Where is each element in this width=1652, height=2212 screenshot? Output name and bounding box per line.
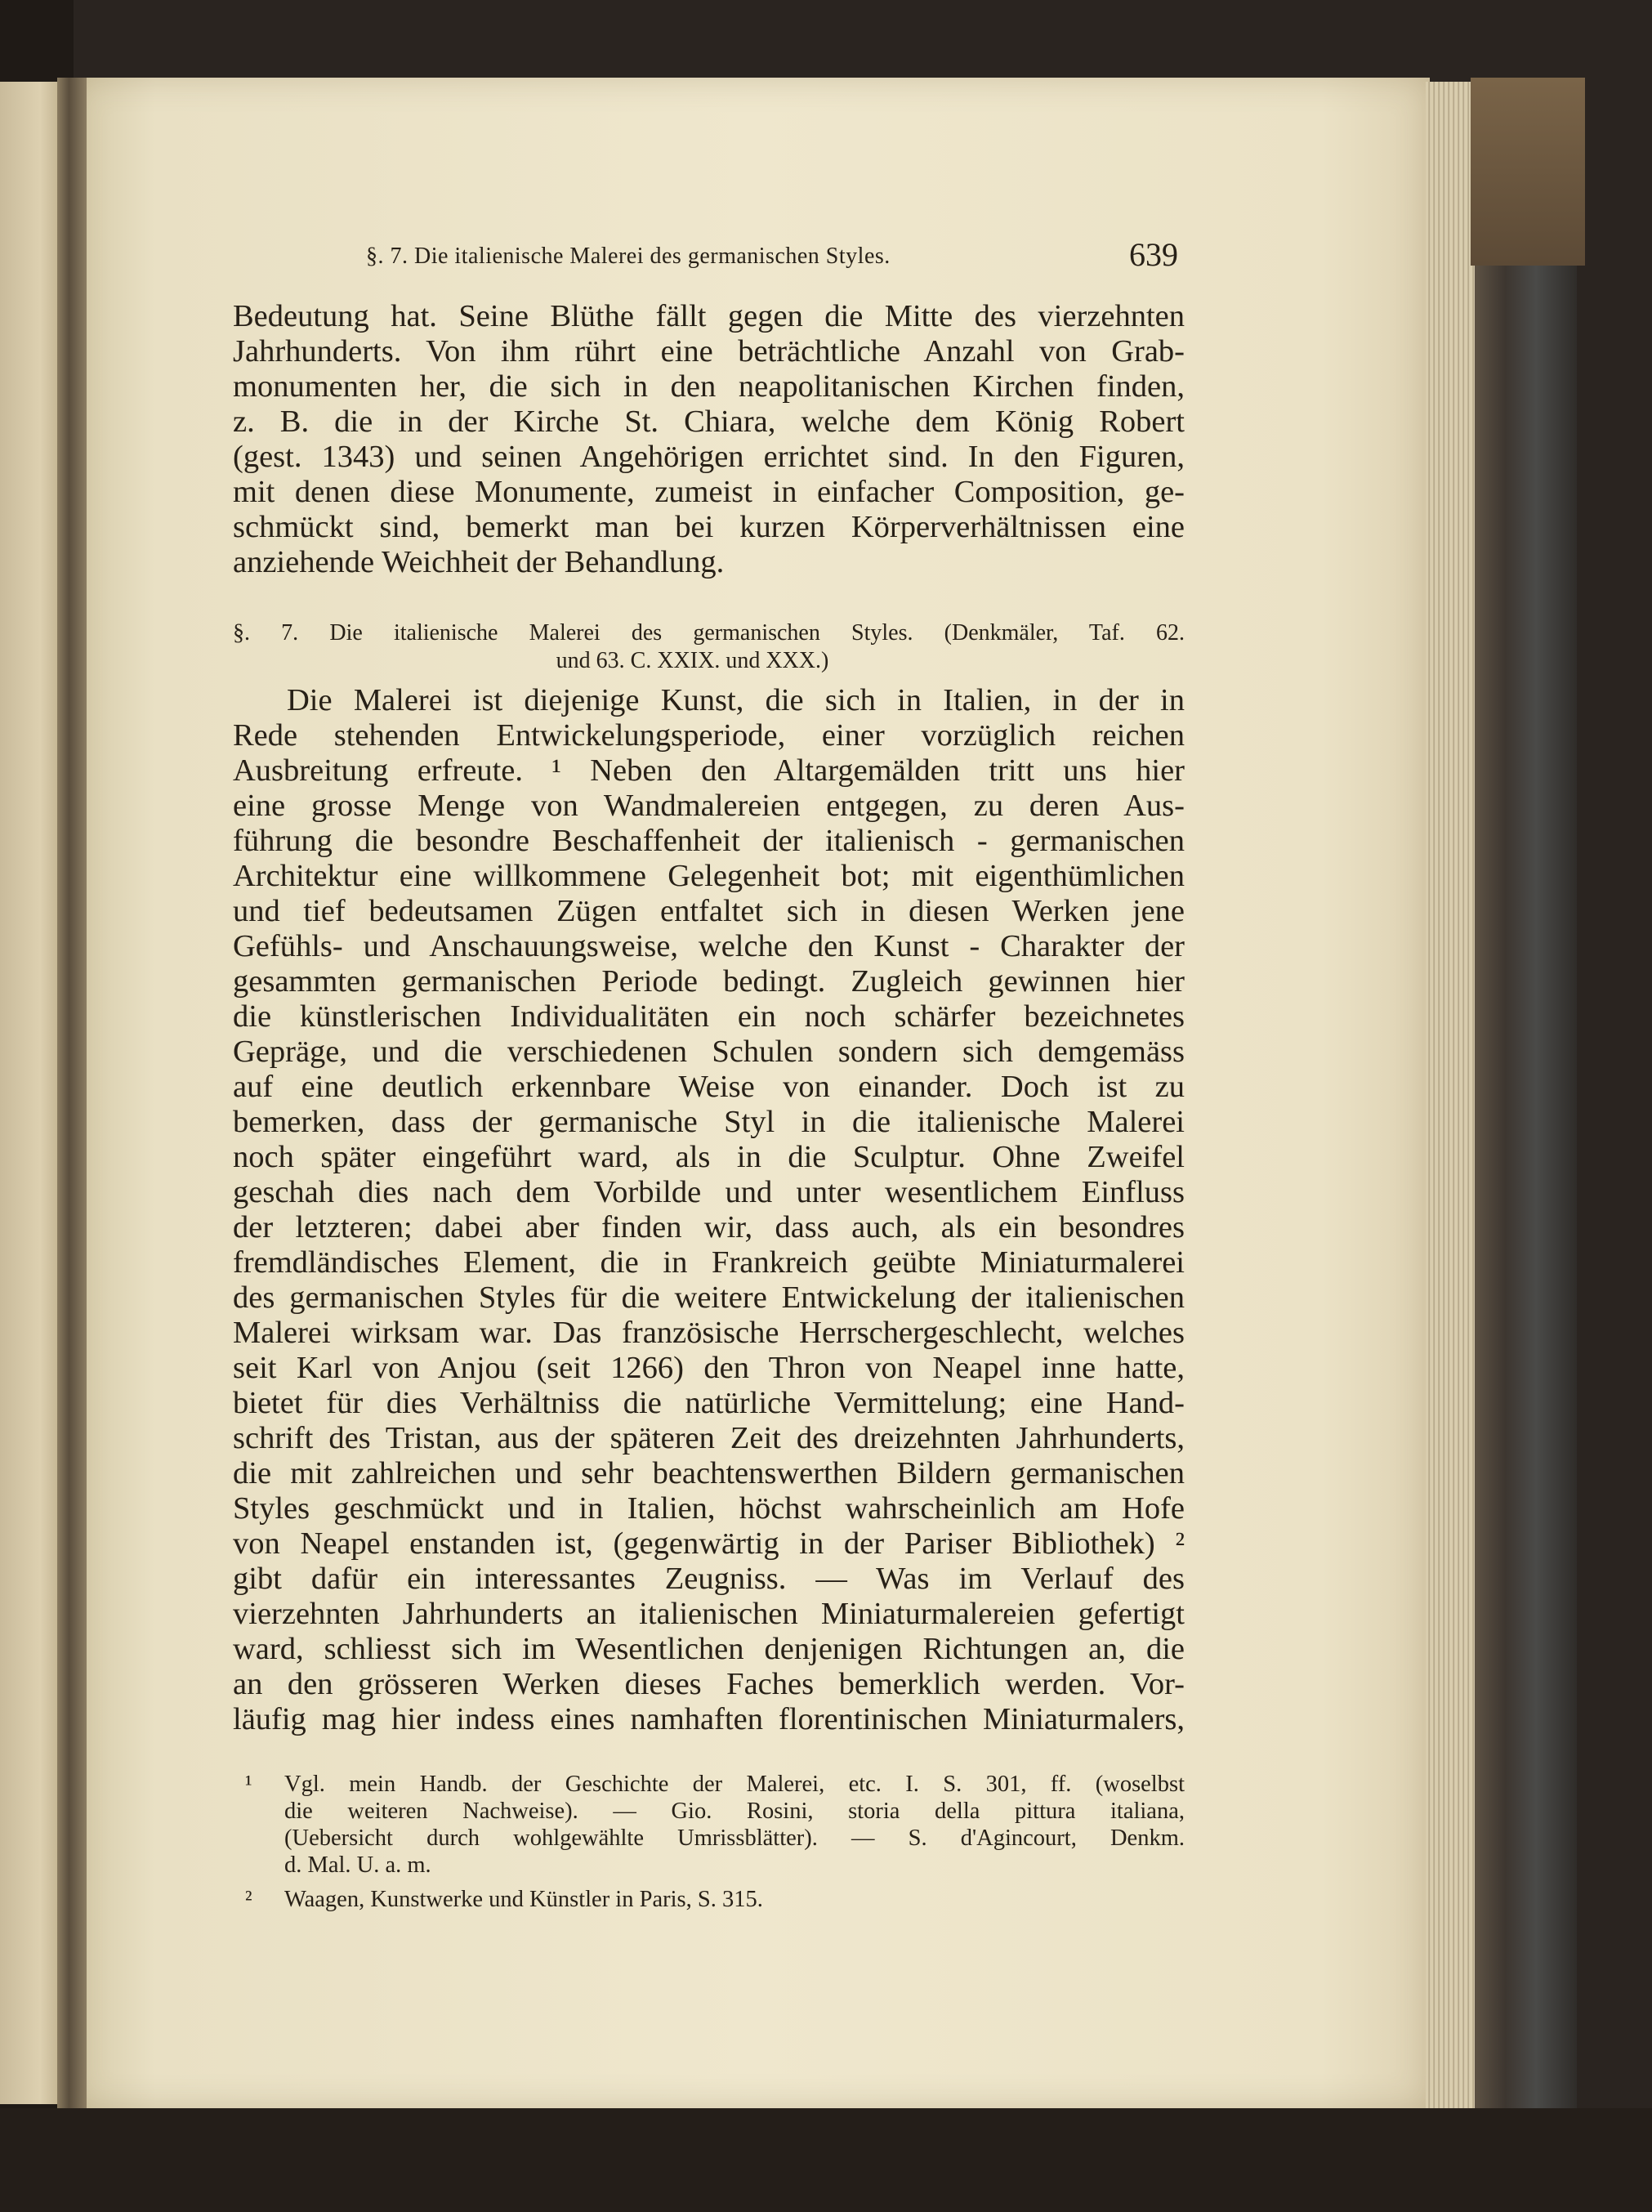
cover-corner — [1471, 78, 1585, 266]
text-line: schmückt sind, bemerkt man bei kurzen Körperverhältnissen eine — [233, 510, 1185, 544]
text-line: von Neapel enstanden ist, (gegenwärtig in der Pariser Bibliothek) ² — [233, 1526, 1185, 1561]
text-line: geschah dies nach dem Vorbilde und unter wesentlichem Einfluss — [233, 1175, 1185, 1209]
footnote-marker: ¹ — [245, 1772, 252, 1797]
text-line: z. B. die in der Kirche St. Chiara, welche dem König Robert — [233, 404, 1185, 439]
text-line: führung die besondre Beschaffenheit der italienisch - germanischen — [233, 824, 1185, 858]
text-line: anziehende Weichheit der Behandlung. — [233, 545, 725, 579]
section-heading-line: und 63. C. XXIX. und XXX.) — [556, 648, 829, 673]
footnote-line: (Uebersicht durch wohlgewählte Umrissblätter). — S. d'Agincourt, Denkm. — [284, 1825, 1185, 1851]
page-gutter — [57, 78, 87, 2108]
text-line: bietet für dies Verhältniss die natürliche Vermittelung; eine Hand- — [233, 1386, 1185, 1420]
section-heading-line: §. 7. Die italienische Malerei des germanischen Styles. (Denkmäler, Taf. 62. — [233, 620, 1185, 646]
text-line: seit Karl von Anjou (seit 1266) den Thron von Neapel inne hatte, — [233, 1351, 1185, 1385]
footnote-line: die weiteren Nachweise). — Gio. Rosini, storia della pittura italiana, — [284, 1799, 1185, 1824]
footnote-line: d. Mal. U. a. m. — [284, 1852, 431, 1878]
footnote-text: Vgl. mein Handb. der Geschichte der Malerei, etc. I. S. 301, ff. (woselbst — [284, 1772, 1185, 1797]
footnote-text: Waagen, Kunstwerke und Künstler in Paris, S. 315. — [284, 1887, 763, 1912]
text-line: auf eine deutlich erkennbare Weise von einander. Doch ist zu — [233, 1070, 1185, 1104]
text-line: Malerei wirksam war. Das französische Herrschergeschlecht, welches — [233, 1316, 1185, 1350]
text-line: des germanischen Styles für die weitere Entwickelung der italienischen — [233, 1280, 1185, 1315]
paragraph-continued — [233, 299, 1185, 580]
section-heading — [233, 619, 1185, 675]
text-line: Gefühls- und Anschauungsweise, welche den Kunst - Charakter der — [233, 929, 1185, 963]
text-line: Rede stehenden Entwickelungsperiode, einer vorzüglich reichen — [233, 718, 1185, 753]
text-line: die künstlerischen Individualitäten ein noch schärfer bezeichnetes — [233, 999, 1185, 1034]
footnotes — [245, 1771, 1185, 1913]
text-line: Die Malerei ist diejenige Kunst, die sich in Italien, in der in — [287, 683, 1185, 717]
footnote-marker: ² — [245, 1887, 252, 1912]
background-shadow — [0, 2108, 1652, 2212]
text-line: fremdländisches Element, die in Frankreich geübte Miniaturmalerei — [233, 1245, 1185, 1280]
footnote-1 — [245, 1771, 1185, 1798]
text-line: läufig mag hier indess eines namhaften florentinischen Miniaturmalers, — [233, 1702, 1185, 1736]
text-line: vierzehnten Jahrhunderts an italienischen Miniaturmalereien gefertigt — [233, 1597, 1185, 1631]
text-line: Architektur eine willkommene Gelegenheit bot; mit eigenthümlichen — [233, 859, 1185, 893]
footnote-2 — [245, 1886, 1185, 1913]
text-line: mit denen diese Monumente, zumeist in einfacher Composition, ge- — [233, 475, 1185, 509]
text-line: gesammten germanischen Periode bedingt. Zugleich gewinnen hier — [233, 964, 1185, 999]
text-line: monumenten her, die sich in den neapolitanischen Kirchen finden, — [233, 369, 1185, 404]
page-number: 639 — [1129, 236, 1178, 273]
text-line: und tief bedeutsamen Zügen entfaltet sich in diesen Werken jene — [233, 894, 1185, 928]
text-line: die mit zahlreichen und sehr beachtenswerthen Bildern germanischen — [233, 1456, 1185, 1490]
right-cover — [1475, 78, 1577, 2116]
text-line: gibt dafür ein interessantes Zeugniss. — Was im Verlauf des — [233, 1562, 1185, 1596]
text-line: an den grösseren Werken dieses Faches bemerklich werden. Vor- — [233, 1667, 1185, 1701]
text-line: der letzteren; dabei aber finden wir, dass auch, als ein besondres — [233, 1210, 1185, 1245]
text-line: Jahrhunderts. Von ihm rührt eine beträchtliche Anzahl von Grab- — [233, 334, 1185, 369]
text-line: Styles geschmückt und in Italien, höchst wahrscheinlich am Hofe — [233, 1491, 1185, 1526]
text-line: schrift des Tristan, aus der späteren Zeit des dreizehnten Jahrhunderts, — [233, 1421, 1185, 1455]
text-line: eine grosse Menge von Wandmalereien entgegen, zu deren Aus- — [233, 789, 1185, 823]
section-paragraph — [233, 683, 1185, 1737]
text-line: ward, schliesst sich im Wesentlichen denjenigen Richtungen an, die — [233, 1632, 1185, 1666]
running-head: §. 7. Die italienische Malerei des germanischen Styles. — [366, 244, 891, 269]
text-line: Bedeutung hat. Seine Blüthe fällt gegen die Mitte des vierzehnten — [233, 299, 1185, 333]
text-line: Ausbreitung erfreute. ¹ Neben den Altargemälden tritt uns hier — [233, 753, 1185, 788]
text-line: (gest. 1343) und seinen Angehörigen errichtet sind. In den Figuren, — [233, 440, 1185, 474]
text-line: bemerken, dass der germanische Styl in die italienische Malerei — [233, 1105, 1185, 1139]
text-line: noch später eingeführt ward, als in die Sculptur. Ohne Zweifel — [233, 1140, 1185, 1174]
text-line: Gepräge, und die verschiedenen Schulen sondern sich demgemäss — [233, 1035, 1185, 1069]
